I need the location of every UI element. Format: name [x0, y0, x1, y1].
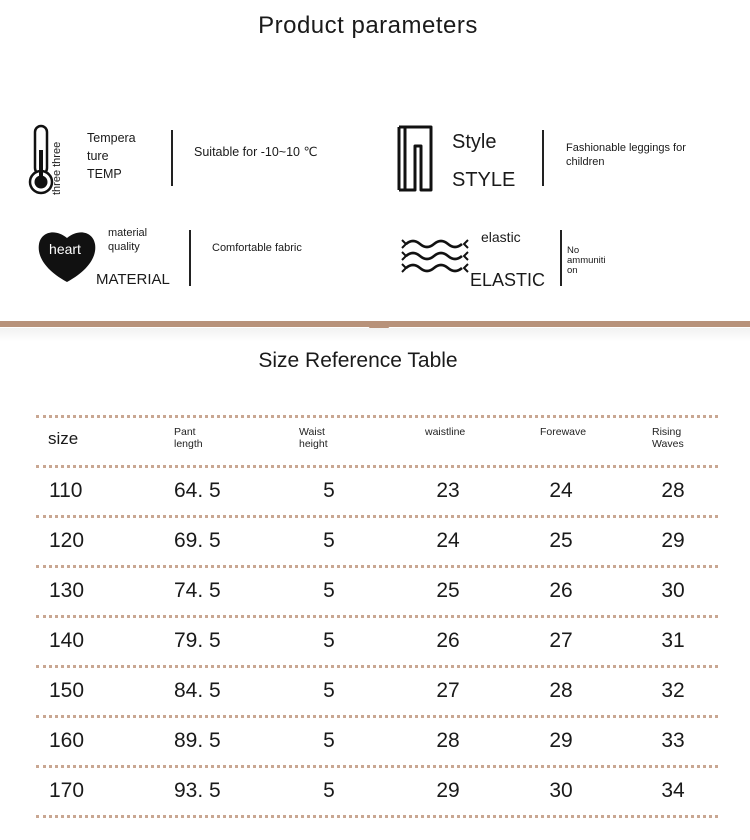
cell-waistline: 28 — [436, 729, 460, 752]
cell-waist: 5 — [323, 679, 335, 702]
dotted-divider — [36, 715, 718, 718]
cell-waist: 5 — [323, 779, 335, 802]
cell-pant: 69. 5 — [174, 529, 221, 552]
pants-icon — [396, 124, 434, 194]
cell-waist: 5 — [323, 479, 335, 502]
temp-vertical-label: three three — [51, 141, 63, 195]
cell-size: 130 — [49, 579, 85, 602]
cell-size: 150 — [49, 679, 85, 702]
dotted-divider — [36, 665, 718, 668]
cell-forewave: 26 — [549, 579, 573, 602]
size-table-title: Size Reference Table — [258, 349, 458, 372]
cell-rising: 34 — [661, 779, 685, 802]
cell-forewave: 30 — [549, 779, 573, 802]
style-label-main: Style — [452, 131, 497, 153]
elastic-label-main: ELASTIC — [470, 270, 546, 290]
dotted-divider — [36, 815, 718, 818]
cell-pant: 89. 5 — [174, 729, 221, 752]
style-value: Fashionable leggings for children — [566, 142, 686, 168]
cell-waistline: 29 — [436, 779, 460, 802]
dotted-divider — [36, 615, 718, 618]
cell-rising: 32 — [661, 679, 685, 702]
dotted-divider — [36, 465, 718, 468]
cell-waist: 5 — [323, 729, 335, 752]
cell-rising: 31 — [661, 629, 685, 652]
heart-icon-text: heart — [49, 241, 81, 257]
dotted-divider — [36, 515, 718, 518]
dotted-divider — [36, 415, 718, 418]
style-divider — [542, 130, 544, 186]
elastic-divider — [560, 230, 562, 286]
cell-waistline: 24 — [436, 529, 460, 552]
temp-label: Tempera ture TEMP — [87, 131, 136, 181]
elastic-value: No ammuniti on — [567, 245, 606, 276]
product-parameters-title: Product parameters — [258, 12, 478, 39]
cell-waist: 5 — [323, 579, 335, 602]
header-waistline: waistline — [425, 426, 466, 438]
cell-pant: 84. 5 — [174, 679, 221, 702]
heart-icon — [35, 228, 99, 284]
temp-value: Suitable for -10~10 ℃ — [194, 145, 318, 159]
cell-forewave: 27 — [549, 629, 573, 652]
cell-size: 110 — [49, 479, 83, 502]
cell-forewave: 28 — [549, 679, 573, 702]
cell-waist: 5 — [323, 529, 335, 552]
header-rising-waves: Rising Waves — [652, 426, 684, 450]
cell-pant: 74. 5 — [174, 579, 221, 602]
cell-rising: 29 — [661, 529, 685, 552]
cell-forewave: 24 — [549, 479, 573, 502]
material-value: Comfortable fabric — [212, 242, 302, 254]
header-forewave: Forewave — [540, 426, 587, 438]
style-label-sub: STYLE — [452, 169, 516, 191]
waves-icon — [400, 236, 470, 276]
dotted-divider — [36, 565, 718, 568]
header-pant-length: Pant length — [174, 426, 203, 450]
material-label: material quality — [108, 227, 148, 253]
cell-waistline: 23 — [436, 479, 460, 502]
cell-rising: 28 — [661, 479, 685, 502]
cell-forewave: 29 — [549, 729, 573, 752]
material-divider — [189, 230, 191, 286]
cell-forewave: 25 — [549, 529, 573, 552]
cell-size: 160 — [49, 729, 85, 752]
elastic-label: elastic — [481, 229, 521, 245]
header-waist-height: Waist height — [299, 426, 328, 450]
cell-size: 170 — [49, 779, 85, 802]
header-size: size — [48, 429, 79, 448]
material-label-main: MATERIAL — [96, 271, 170, 288]
cell-pant: 64. 5 — [174, 479, 221, 502]
cell-size: 120 — [49, 529, 85, 552]
cell-size: 140 — [49, 629, 85, 652]
dotted-divider — [36, 765, 718, 768]
lower-shade — [0, 328, 750, 342]
cell-waistline: 25 — [436, 579, 460, 602]
cell-waist: 5 — [323, 629, 335, 652]
cell-pant: 93. 5 — [174, 779, 221, 802]
temp-divider — [171, 130, 173, 186]
cell-pant: 79. 5 — [174, 629, 221, 652]
cell-rising: 30 — [661, 579, 685, 602]
cell-rising: 33 — [661, 729, 685, 752]
cell-waistline: 26 — [436, 629, 460, 652]
cell-waistline: 27 — [436, 679, 460, 702]
